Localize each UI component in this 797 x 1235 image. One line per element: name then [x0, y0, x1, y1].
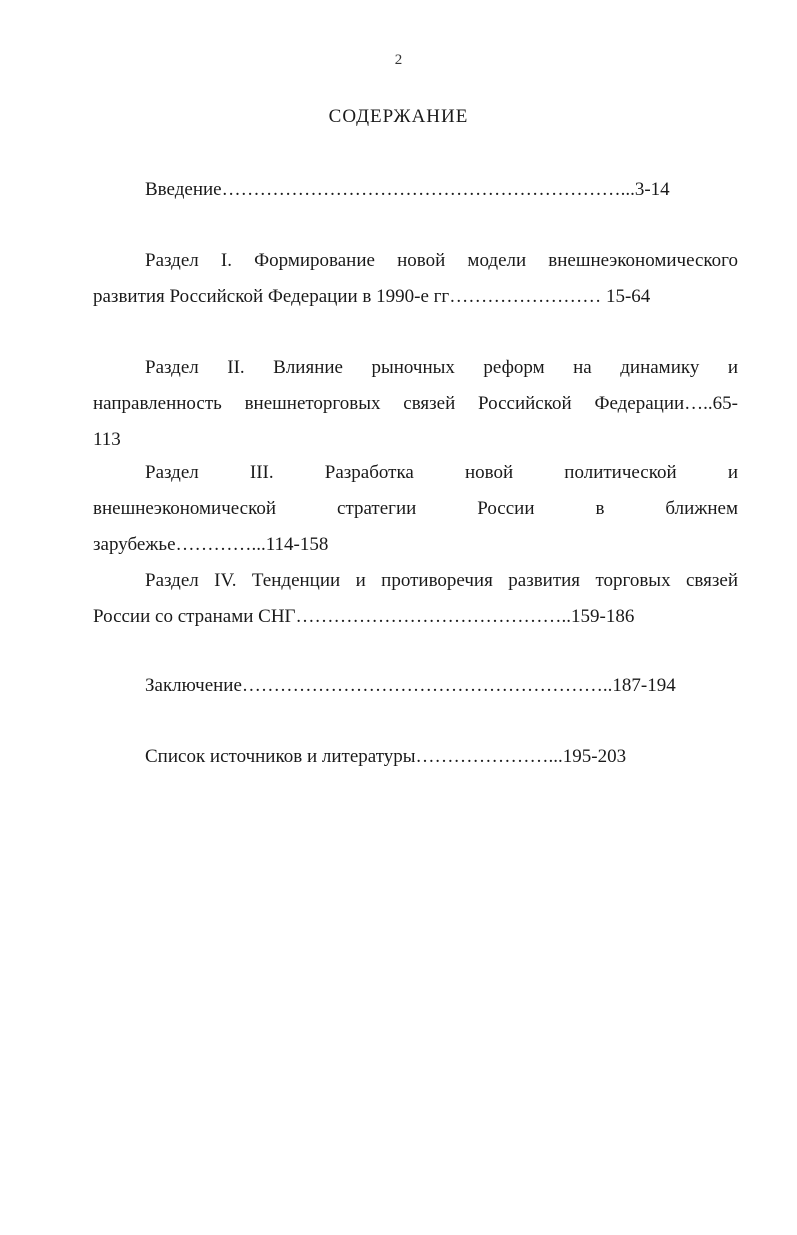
toc-entry-section-2[interactable]	[93, 350, 738, 458]
toc-entry-line: 113	[93, 429, 121, 450]
toc-entry-section-3[interactable]	[93, 455, 738, 563]
toc-entry-line: Список источников и литературы…………………...195-203	[145, 746, 627, 767]
toc-entry-line: развития Российской Федерации в 1990-е гг…………………… 15-64	[93, 286, 651, 307]
toc-entry-line: Раздел III. Разработка новой политической и	[145, 462, 738, 483]
toc-entry-bibliography[interactable]	[93, 739, 738, 775]
toc-entry-line: Раздел II. Влияние рыночных реформ на динамику и	[145, 357, 738, 378]
toc-entry-conclusion[interactable]	[93, 668, 738, 704]
toc-entry-section-4[interactable]	[93, 563, 738, 635]
toc-entry-section-1[interactable]	[93, 243, 738, 315]
toc-entry-line: Раздел I. Формирование новой модели внешнеэкономического	[145, 250, 738, 271]
toc-entry-line: Раздел IV. Тенденции и противоречия развития торговых связей	[145, 570, 738, 591]
toc-entry-line: зарубежье…………...114-158	[93, 534, 329, 555]
page-number: 2	[394, 52, 403, 68]
toc-entry-line: Заключение…………………………………………………..187-194	[145, 675, 676, 696]
toc-entry-line: России со странами СНГ……………………………………..159-186	[93, 606, 635, 627]
toc-entry-introduction[interactable]	[93, 172, 738, 208]
toc-entry-line: Введение………………………………………………………...3-14	[145, 179, 670, 200]
page-title: СОДЕРЖАНИЕ	[328, 106, 469, 127]
toc-entry-line: направленность внешнеторговых связей Российской Федерации…..65-	[93, 393, 738, 414]
toc-entry-line: внешнеэкономической стратегии России в ближнем	[93, 498, 738, 519]
